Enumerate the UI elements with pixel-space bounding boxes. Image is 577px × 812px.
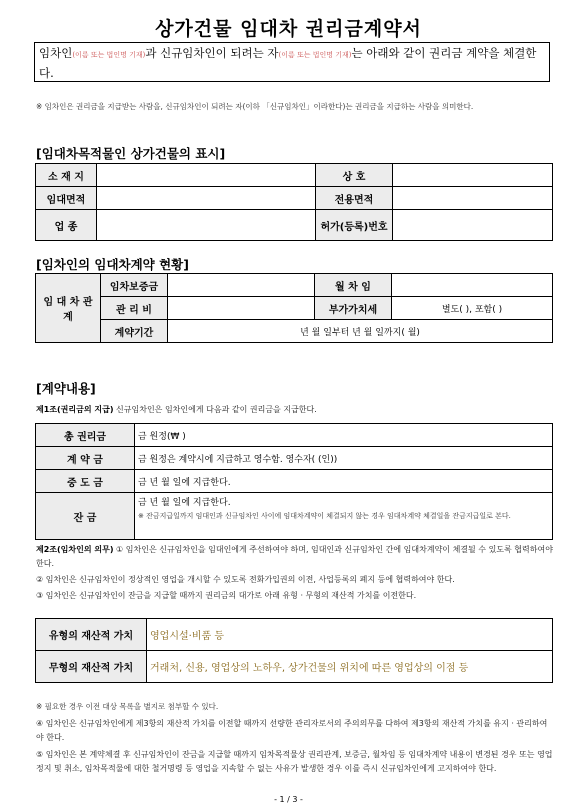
cell-address-label: 소 재 지 [36, 164, 97, 187]
cell-intangible-value: 거래처, 신용, 영업상의 노하우, 상가건물의 위치에 따른 영업상의 이점 등 [147, 651, 553, 683]
cell-deposit-value [168, 274, 315, 297]
cell-permit-value [393, 210, 553, 241]
section-property-title: [임대차목적물인 상가건물의 표시] [36, 146, 226, 161]
cell-address-value [97, 164, 316, 187]
payment-table [35, 423, 553, 540]
lease-table [35, 273, 553, 343]
cell-lease-area-label: 임대면적 [36, 187, 97, 210]
cell-balance-label: 잔 금 [36, 493, 135, 540]
cell-tangible-value: 영업시설·비품 등 [147, 619, 553, 651]
section-lease-title: [임차인의 임대차계약 현황] [36, 257, 189, 272]
cell-tangible-label: 유형의 재산적 가치 [36, 619, 147, 651]
article-2-p3: ③ 임차인은 신규임차인이 잔금을 지급할 때까지 권리금의 대가로 아래 유형 · 무형의 재산적 가치를 이전한다. [36, 591, 417, 600]
cell-business-value [97, 210, 316, 241]
section-contract-title: [계약내용] [36, 381, 96, 396]
page-number: - 1 / 3 - [274, 795, 303, 804]
article-2-p5: ⑤ 임차인은 본 계약체결 후 신규임차인이 잔금을 지급할 때까지 임차목적물상 권리관계, 보증금, 월차임 등 임대차계약 내용이 변경된 경우 또는 영업정지 및 취소, 임차목적물에 대한 철거명령 등 영업을 지속할 수 없는 사유가 발생한 경우 이를 즉시 신규임차인에게 고지하여야 한다. [36, 750, 553, 773]
cell-business-label: 업 종 [36, 210, 97, 241]
article-1-body: 신규임차인은 임차인에게 다음과 같이 권리금을 지급한다. [113, 405, 317, 414]
cell-middle-value: 금 년 월 일에 지급한다. [135, 470, 553, 493]
balance-note: ※ 잔금지급일까지 임대인과 신규임차인 사이에 임대차계약이 체결되지 않는 경우 임대차계약 체결일을 잔금지급일로 본다. [138, 512, 511, 520]
cell-rent-label: 월 차 임 [315, 274, 392, 297]
cell-mgmt-value [168, 297, 315, 320]
article-2-p4: ④ 임차인은 신규임차인에게 제3항의 재산적 가치를 이전할 때까지 선량한 관리자로서의 주의의무를 다하여 제3항의 재산적 가치를 유지 · 관리하여야 한다. [36, 719, 548, 742]
cell-rent-value [392, 274, 553, 297]
cell-total-value: 금 원정(₩ ) [135, 424, 553, 447]
cell-period-label: 계약기간 [101, 320, 168, 343]
property-table [35, 163, 553, 241]
intro-text-3: 는 아래와 같이 권리금 계약을 체결한다. [39, 46, 537, 80]
page-title: 상가건물 임대차 권리금계약서 [155, 18, 422, 40]
intro-text-2: 과 신규임차인이 되려는 자 [145, 46, 279, 60]
article-2-p2: ② 임차인은 신규임차인이 정상적인 영업을 개시할 수 있도록 전화가입권의 이전, 사업등록의 폐지 등에 협력하여야 한다. [36, 575, 455, 584]
intro-note: ※ 임차인은 권리금을 지급받는 사람을, 신규임차인이 되려는 자(이하 「신규임차인」이라한다)는 권리금을 지급하는 사람을 의미한다. [36, 102, 474, 111]
cell-exclusive-area-label: 전용면적 [316, 187, 393, 210]
article-1 [36, 403, 554, 417]
article-2-cont [36, 717, 554, 776]
article-2-p1 [36, 543, 554, 571]
cell-total-label: 총 권리금 [36, 424, 135, 447]
cell-middle-label: 중 도 금 [36, 470, 135, 493]
intro-box [34, 42, 550, 82]
article-2-p1-text: ① 임차인은 신규임차인을 임대인에게 주선하여야 하며, 임대인과 신규임차인 간에 임대차계약이 체결될 수 있도록 협력하여야 한다. [36, 545, 553, 568]
cell-exclusive-area-value [393, 187, 553, 210]
assets-table [35, 618, 553, 683]
intro-text-1: 임차인 [39, 46, 73, 60]
article-2-head: 제2조(임차인의 의무) [36, 545, 114, 554]
cell-deposit-label: 임차보증금 [101, 274, 168, 297]
cell-down-label: 계 약 금 [36, 447, 135, 470]
cell-mgmt-label: 관 리 비 [101, 297, 168, 320]
article-1-head: 제1조(권리금의 지급) [36, 405, 114, 414]
asset-note: ※ 필요한 경우 이전 대상 목록을 별지로 첨부할 수 있다. [36, 702, 219, 711]
cell-balance-value [135, 493, 553, 540]
intro-small-1: (이름 또는 법인명 기재) [72, 51, 146, 59]
cell-vat-value: 별도( ), 포함( ) [392, 297, 553, 320]
cell-down-value: 금 원정은 계약시에 지급하고 영수함. 영수자( (인)) [135, 447, 553, 470]
cell-name-label: 상 호 [316, 164, 393, 187]
cell-lease-area-value [97, 187, 316, 210]
cell-permit-label: 허가(등록)번호 [316, 210, 393, 241]
cell-vat-label: 부가가치세 [315, 297, 392, 320]
cell-period-value: 년 월 일부터 년 월 일까지( 월) [168, 320, 553, 343]
cell-lease-group: 임 대 차 관 계 [36, 274, 101, 343]
cell-name-value [393, 164, 553, 187]
intro-small-2: (이름 또는 법인명 기재) [278, 51, 352, 59]
cell-intangible-label: 무형의 재산적 가치 [36, 651, 147, 683]
article-2 [36, 543, 554, 603]
balance-line: 금 년 월 일에 지급한다. [138, 498, 231, 508]
